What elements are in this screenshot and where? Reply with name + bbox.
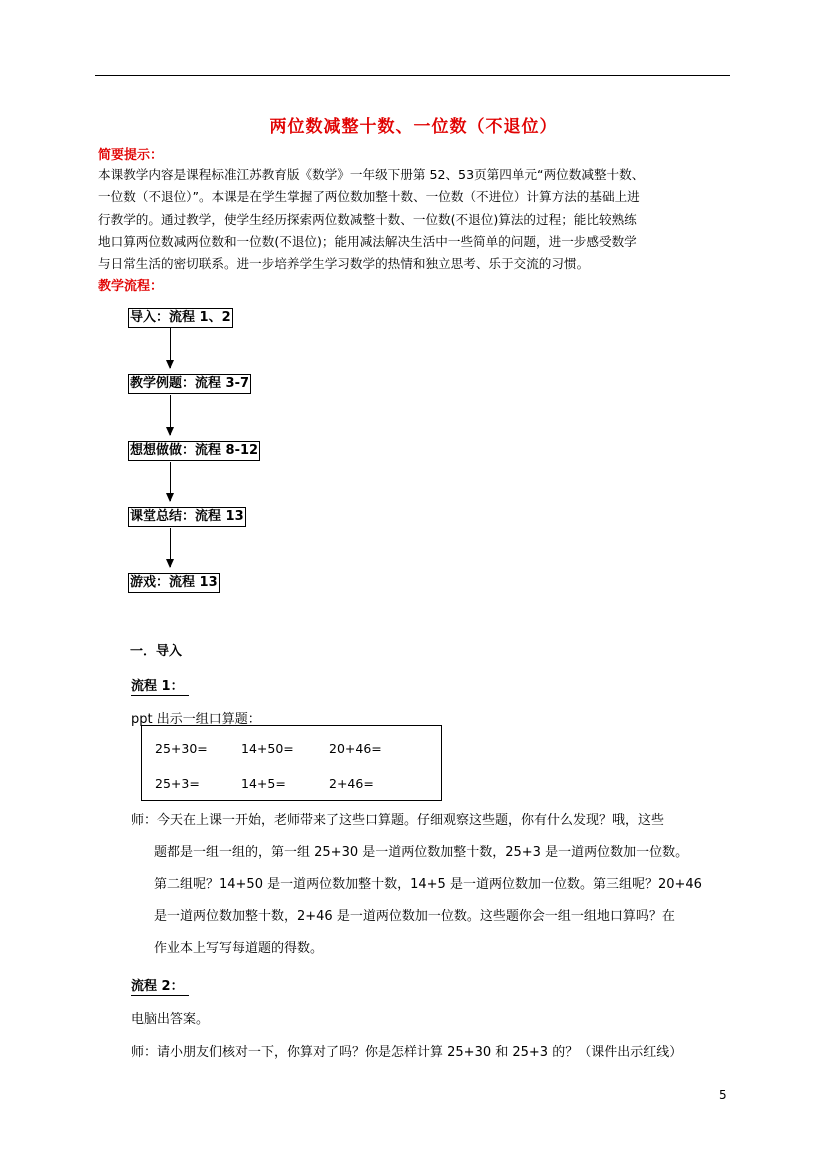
summary-line: 一位数（不退位）”。本课是在学生掌握了两位数加整十数、一位数（不进位）计算方法的基础上进	[98, 189, 640, 205]
summary-line: 行教学的。通过教学，使学生经历探索两位数减整十数、一位数(不退位)算法的过程；能比较熟练	[98, 211, 637, 227]
problem: 25+3=	[155, 776, 200, 791]
dialogue-line: 第二组呢？14+50 是一道两位数加整十数，14+5 是一道两位数加一位数。第三组呢？20+46	[154, 877, 702, 892]
flow-step-intro: 导入：流程 1、2	[128, 308, 233, 328]
summary-line: 本课教学内容是课程标准江苏教育版《数学》一年级下册第 52、53页第四单元“两位数减整十数、	[98, 167, 645, 182]
problem: 2+46=	[329, 776, 374, 791]
step2-text: 电脑出答案。	[131, 1012, 210, 1027]
problem: 14+50=	[241, 741, 294, 756]
flow-step-game: 游戏：流程 13	[128, 573, 220, 593]
page-number: 5	[719, 1088, 727, 1102]
step1-intro: ppt 出示一组口算题：	[131, 712, 261, 727]
document-title: 两位数减整十数、一位数（不退位）	[269, 117, 558, 137]
step2-heading: 流程 2：	[131, 975, 189, 996]
summary-heading: 简要提示：	[98, 148, 164, 163]
summary-line: 与日常生活的密切联系。进一步培养学生学习数学的热情和独立思考、乐于交流的习惯。	[98, 256, 590, 272]
flow-arrow	[170, 395, 171, 435]
flow-arrow	[170, 528, 171, 567]
flow-step-summary: 课堂总结：流程 13	[128, 507, 246, 527]
flow-arrow	[170, 462, 171, 501]
problem: 14+5=	[241, 776, 286, 791]
flow-step-example: 教学例题：流程 3-7	[128, 374, 251, 394]
teacher-dialogue	[131, 805, 731, 965]
dialogue-line: 题都是一组一组的，第一组 25+30 是一道两位数加整十数，25+3 是一道两位数加一位数。	[154, 845, 689, 860]
flow-heading: 教学流程：	[98, 279, 164, 294]
step2-dialogue: 师：请小朋友们核对一下，你算对了吗？你是怎样计算 25+30 和 25+3 的？（课件出示红线）	[131, 1045, 683, 1060]
problem-box	[141, 725, 442, 801]
header-rule	[95, 75, 730, 76]
dialogue-line: 是一道两位数加整十数，2+46 是一道两位数加一位数。这些题你会一组一组地口算吗？在	[154, 909, 675, 924]
section-heading: 一．导入	[130, 644, 183, 659]
summary-paragraph	[98, 164, 732, 275]
dialogue-line: 师：今天在上课一开始，老师带来了这些口算题。仔细观察这些题，你有什么发现？哦，这些	[131, 813, 665, 828]
problem: 20+46=	[329, 741, 382, 756]
step1-heading: 流程 1：	[131, 675, 189, 696]
problem: 25+30=	[155, 741, 208, 756]
flow-arrow	[170, 328, 171, 368]
flow-step-practice: 想想做做：流程 8-12	[128, 441, 260, 461]
summary-line: 地口算两位数减两位数和一位数(不退位)；能用减法解决生活中一些简单的问题，进一步感受数学	[98, 233, 637, 249]
dialogue-line: 作业本上写写每道题的得数。	[154, 941, 324, 956]
